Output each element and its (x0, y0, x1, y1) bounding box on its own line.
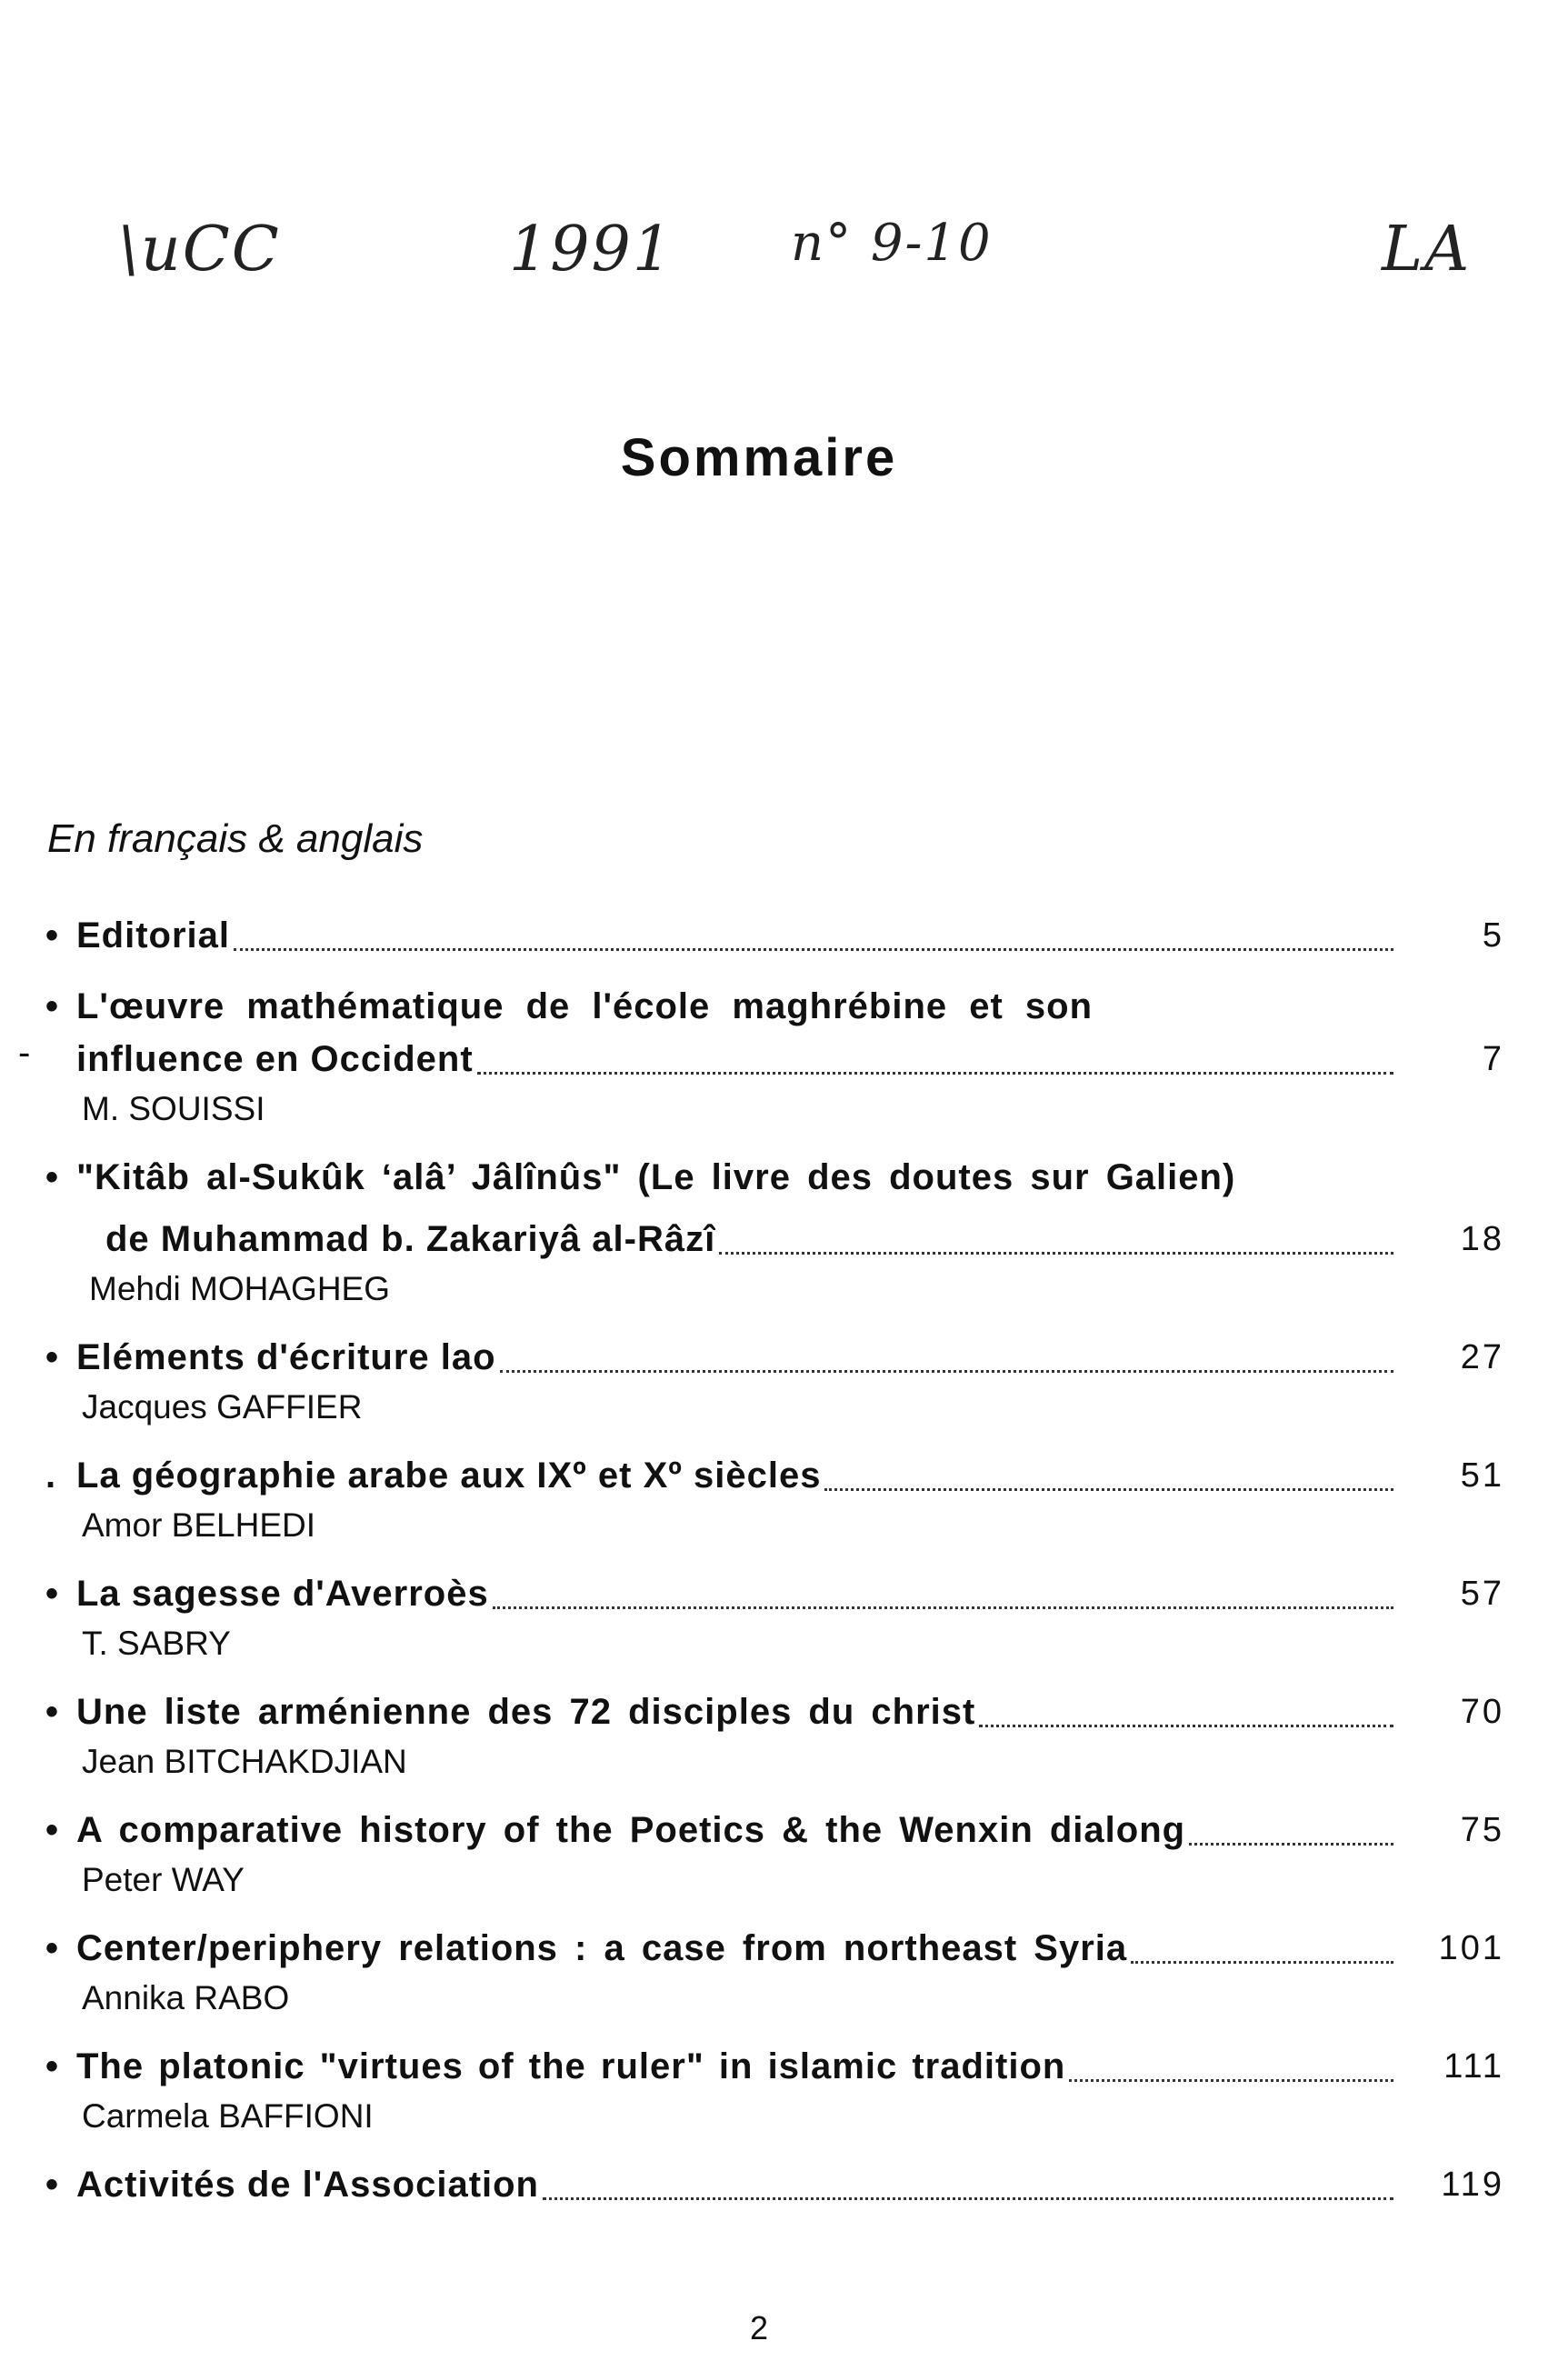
toc-entry (45, 1922, 1504, 2022)
toc-entry (45, 1151, 1504, 1313)
entry-title: La sagesse d'Averroès (76, 1574, 489, 1614)
section-subtitle: En français & anglais (47, 816, 424, 861)
bullet: • (45, 1810, 60, 1850)
bullet: • (45, 2046, 60, 2086)
toc-entry (45, 1686, 1504, 1786)
bullet: • (45, 915, 60, 955)
dot-leader (1131, 1961, 1393, 1964)
margin-mark: - (18, 1033, 31, 1073)
dot-leader (500, 1370, 1393, 1373)
dot-leader (979, 1725, 1393, 1727)
entry-page: 18 (1460, 1220, 1504, 1258)
handwritten-issue: n° 9-10 (791, 214, 993, 273)
bullet: • (45, 986, 60, 1026)
entry-author: Annika RABO (82, 1979, 290, 2016)
toc-entry (18, 980, 1504, 1133)
entry-title: Une liste arménienne des 72 disciples du christ (76, 1692, 976, 1732)
dot-leader (234, 948, 1393, 951)
entry-page: 51 (1460, 1456, 1504, 1495)
dot-leader (824, 1488, 1393, 1491)
dot-leader (477, 1072, 1393, 1075)
bullet: • (45, 1574, 60, 1614)
page-title: Sommaire (620, 428, 898, 487)
handwritten-year: 1991 (509, 214, 674, 285)
entry-title: La géographie arabe aux IXº et Xº siècles (76, 1456, 822, 1496)
dot-leader (1069, 2079, 1393, 2082)
entry-author: Mehdi MOHAGHEG (89, 1270, 391, 1307)
table-of-contents (18, 909, 1504, 2229)
entry-title: Center/periphery relations : a case from northeast Syria (76, 1928, 1128, 1968)
bullet: • (45, 1928, 60, 1968)
entry-page: 101 (1438, 1929, 1504, 1967)
dot-leader (1189, 1843, 1393, 1846)
entry-title: L'œuvre mathématique de l'école maghrébine et son (76, 986, 1094, 1026)
entry-title: "Kitâb al-Sukûk ‘alâ’ Jâlînûs" (Le livre des doutes sur Galien) (76, 1157, 1236, 1197)
entry-page: 119 (1441, 2166, 1504, 2204)
entry-page: 70 (1460, 1693, 1504, 1731)
entry-page: 57 (1460, 1575, 1504, 1613)
dot-leader (719, 1252, 1393, 1255)
entry-page: 27 (1460, 1338, 1504, 1376)
page-number: 2 (749, 2309, 769, 2346)
toc-entry (45, 1449, 1504, 1549)
entry-author: Peter WAY (82, 1861, 245, 1898)
entry-title: Activités de l'Association (76, 2165, 539, 2205)
handwritten-mark: LA (1382, 214, 1472, 285)
entry-author: T. SABRY (82, 1625, 231, 1662)
entry-title: The platonic "virtues of the ruler" in islamic tradition (76, 2046, 1066, 2086)
entry-author: Jean BITCHAKDJIAN (82, 1743, 407, 1780)
entry-title: Eléments d'écriture lao (76, 1337, 496, 1377)
entry-page: 5 (1482, 916, 1504, 955)
entry-author: Amor BELHEDI (82, 1506, 316, 1544)
bullet: • (45, 1337, 60, 1377)
bullet: • (45, 1157, 60, 1197)
entry-title: A comparative history of the Poetics & the Wenxin dialong (76, 1810, 1186, 1850)
bullet: • (45, 1692, 60, 1732)
toc-entry (45, 1567, 1504, 1667)
dot-leader (493, 1606, 1393, 1609)
entry-title-cont: influence en Occident (76, 1039, 474, 1079)
entry-title-cont: de Muhammad b. Zakariyâ al-Râzî (105, 1219, 716, 1259)
entry-page: 75 (1460, 1811, 1504, 1849)
entry-title: Editorial (76, 915, 231, 955)
entry-page: 111 (1443, 2047, 1504, 2086)
toc-entry (45, 1331, 1504, 1431)
dot-leader (543, 2197, 1393, 2200)
toc-entry (45, 2158, 1504, 2211)
entry-page: 7 (1482, 1040, 1504, 1078)
toc-entry (45, 1804, 1504, 1904)
bullet: . (45, 1456, 57, 1496)
entry-author: M. SOUISSI (82, 1090, 265, 1127)
entry-author: Carmela BAFFIONI (82, 2097, 374, 2135)
handwritten-ref: \uCC (118, 214, 281, 285)
toc-entry (45, 2040, 1504, 2140)
bullet: • (45, 2165, 60, 2205)
toc-entry (45, 909, 1504, 962)
entry-author: Jacques GAFFIER (82, 1388, 363, 1426)
